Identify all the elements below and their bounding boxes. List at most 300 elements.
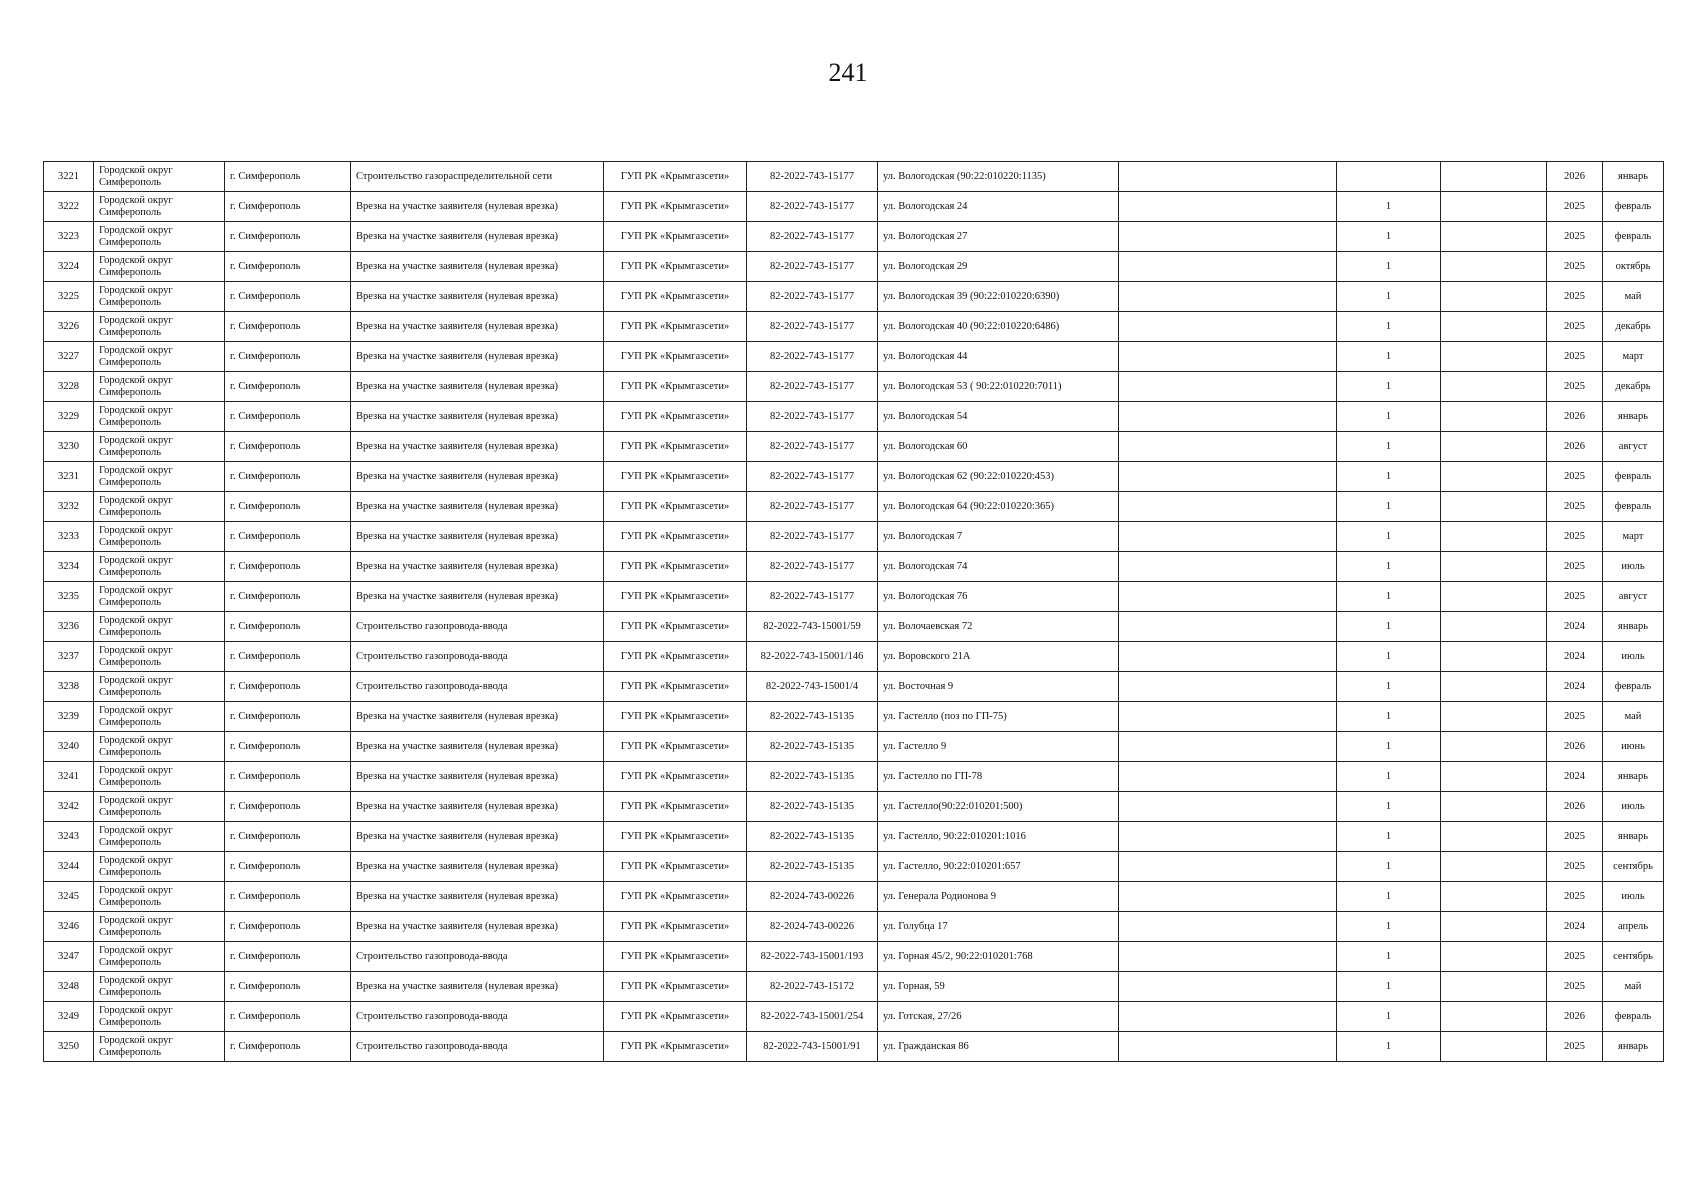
row-number-cell: 3222	[44, 192, 94, 222]
address-cell: ул. Вологодская 29	[878, 252, 1119, 282]
empty-cell	[1119, 792, 1337, 822]
empty-cell	[1119, 552, 1337, 582]
row-number-cell: 3221	[44, 162, 94, 192]
organization-cell: ГУП РК «Крымгазсети»	[604, 312, 747, 342]
month-cell: январь	[1603, 162, 1664, 192]
table-row	[44, 432, 1664, 462]
work-type-cell: Строительство газопровода-ввода	[351, 642, 604, 672]
address-cell: ул. Волочаевская 72	[878, 612, 1119, 642]
address-cell: ул. Гастелло, 90:22:010201:1016	[878, 822, 1119, 852]
district-cell: Городской округ Симферополь	[94, 462, 225, 492]
count-cell: 1	[1337, 612, 1441, 642]
work-type-cell: Врезка на участке заявителя (нулевая врезка)	[351, 252, 604, 282]
address-cell: ул. Вологодская 60	[878, 432, 1119, 462]
city-cell: г. Симферополь	[225, 492, 351, 522]
table-row	[44, 672, 1664, 702]
organization-cell: ГУП РК «Крымгазсети»	[604, 612, 747, 642]
count-cell: 1	[1337, 912, 1441, 942]
address-cell: ул. Вологодская (90:22:010220:1135)	[878, 162, 1119, 192]
district-cell: Городской округ Симферополь	[94, 732, 225, 762]
year-cell: 2024	[1547, 762, 1603, 792]
year-cell: 2025	[1547, 852, 1603, 882]
empty-cell	[1441, 162, 1547, 192]
year-cell: 2025	[1547, 1032, 1603, 1062]
table-row	[44, 222, 1664, 252]
work-type-cell: Строительство газопровода-ввода	[351, 612, 604, 642]
year-cell: 2024	[1547, 672, 1603, 702]
organization-cell: ГУП РК «Крымгазсети»	[604, 1002, 747, 1032]
year-cell: 2026	[1547, 402, 1603, 432]
row-number-cell: 3232	[44, 492, 94, 522]
empty-cell	[1119, 642, 1337, 672]
address-cell: ул. Готская, 27/26	[878, 1002, 1119, 1032]
month-cell: май	[1603, 282, 1664, 312]
address-cell: ул. Горная 45/2, 90:22:010201:768	[878, 942, 1119, 972]
application-id-cell: 82-2022-743-15177	[747, 312, 878, 342]
count-cell: 1	[1337, 762, 1441, 792]
address-cell: ул. Гастелло 9	[878, 732, 1119, 762]
empty-cell	[1441, 732, 1547, 762]
organization-cell: ГУП РК «Крымгазсети»	[604, 462, 747, 492]
month-cell: декабрь	[1603, 312, 1664, 342]
month-cell: январь	[1603, 402, 1664, 432]
row-number-cell: 3226	[44, 312, 94, 342]
empty-cell	[1119, 1002, 1337, 1032]
year-cell: 2025	[1547, 702, 1603, 732]
city-cell: г. Симферополь	[225, 732, 351, 762]
month-cell: февраль	[1603, 462, 1664, 492]
application-id-cell: 82-2022-743-15177	[747, 492, 878, 522]
organization-cell: ГУП РК «Крымгазсети»	[604, 432, 747, 462]
district-cell: Городской округ Симферополь	[94, 762, 225, 792]
work-type-cell: Строительство газопровода-ввода	[351, 1002, 604, 1032]
year-cell: 2026	[1547, 1002, 1603, 1032]
application-id-cell: 82-2022-743-15177	[747, 432, 878, 462]
empty-cell	[1441, 942, 1547, 972]
district-cell: Городской округ Симферополь	[94, 192, 225, 222]
year-cell: 2025	[1547, 582, 1603, 612]
row-number-cell: 3234	[44, 552, 94, 582]
city-cell: г. Симферополь	[225, 852, 351, 882]
row-number-cell: 3242	[44, 792, 94, 822]
city-cell: г. Симферополь	[225, 822, 351, 852]
application-id-cell: 82-2022-743-15172	[747, 972, 878, 1002]
count-cell: 1	[1337, 792, 1441, 822]
empty-cell	[1441, 702, 1547, 732]
month-cell: август	[1603, 582, 1664, 612]
application-id-cell: 82-2022-743-15177	[747, 522, 878, 552]
work-type-cell: Врезка на участке заявителя (нулевая врезка)	[351, 402, 604, 432]
address-cell: ул. Горная, 59	[878, 972, 1119, 1002]
address-cell: ул. Вологодская 7	[878, 522, 1119, 552]
year-cell: 2025	[1547, 882, 1603, 912]
month-cell: сентябрь	[1603, 942, 1664, 972]
table-row	[44, 252, 1664, 282]
work-type-cell: Врезка на участке заявителя (нулевая врезка)	[351, 582, 604, 612]
application-id-cell: 82-2024-743-00226	[747, 882, 878, 912]
table-row	[44, 762, 1664, 792]
application-id-cell: 82-2022-743-15135	[747, 822, 878, 852]
table-row	[44, 1032, 1664, 1062]
month-cell: декабрь	[1603, 372, 1664, 402]
row-number-cell: 3245	[44, 882, 94, 912]
address-cell: ул. Восточная 9	[878, 672, 1119, 702]
organization-cell: ГУП РК «Крымгазсети»	[604, 852, 747, 882]
count-cell: 1	[1337, 552, 1441, 582]
empty-cell	[1441, 552, 1547, 582]
work-type-cell: Врезка на участке заявителя (нулевая врезка)	[351, 732, 604, 762]
row-number-cell: 3239	[44, 702, 94, 732]
application-id-cell: 82-2022-743-15001/193	[747, 942, 878, 972]
work-type-cell: Врезка на участке заявителя (нулевая врезка)	[351, 372, 604, 402]
empty-cell	[1119, 192, 1337, 222]
table-row	[44, 942, 1664, 972]
count-cell: 1	[1337, 402, 1441, 432]
work-type-cell: Строительство газопровода-ввода	[351, 672, 604, 702]
row-number-cell: 3238	[44, 672, 94, 702]
table-row	[44, 282, 1664, 312]
empty-cell	[1441, 672, 1547, 702]
district-cell: Городской округ Симферополь	[94, 1002, 225, 1032]
empty-cell	[1119, 342, 1337, 372]
empty-cell	[1119, 282, 1337, 312]
address-cell: ул. Вологодская 39 (90:22:010220:6390)	[878, 282, 1119, 312]
empty-cell	[1119, 672, 1337, 702]
row-number-cell: 3233	[44, 522, 94, 552]
empty-cell	[1119, 162, 1337, 192]
city-cell: г. Симферополь	[225, 642, 351, 672]
district-cell: Городской округ Симферополь	[94, 822, 225, 852]
organization-cell: ГУП РК «Крымгазсети»	[604, 882, 747, 912]
application-id-cell: 82-2022-743-15135	[747, 852, 878, 882]
year-cell: 2025	[1547, 462, 1603, 492]
table-row	[44, 192, 1664, 222]
empty-cell	[1119, 822, 1337, 852]
district-cell: Городской округ Симферополь	[94, 882, 225, 912]
year-cell: 2025	[1547, 492, 1603, 522]
organization-cell: ГУП РК «Крымгазсети»	[604, 702, 747, 732]
organization-cell: ГУП РК «Крымгазсети»	[604, 552, 747, 582]
work-type-cell: Строительство газораспределительной сети	[351, 162, 604, 192]
count-cell: 1	[1337, 492, 1441, 522]
table-row	[44, 972, 1664, 1002]
district-cell: Городской округ Симферополь	[94, 912, 225, 942]
city-cell: г. Симферополь	[225, 432, 351, 462]
row-number-cell: 3236	[44, 612, 94, 642]
table-row	[44, 792, 1664, 822]
city-cell: г. Симферополь	[225, 192, 351, 222]
year-cell: 2025	[1547, 552, 1603, 582]
row-number-cell: 3237	[44, 642, 94, 672]
organization-cell: ГУП РК «Крымгазсети»	[604, 942, 747, 972]
organization-cell: ГУП РК «Крымгазсети»	[604, 252, 747, 282]
address-cell: ул. Вологодская 40 (90:22:010220:6486)	[878, 312, 1119, 342]
table-row	[44, 912, 1664, 942]
month-cell: март	[1603, 522, 1664, 552]
empty-cell	[1119, 492, 1337, 522]
organization-cell: ГУП РК «Крымгазсети»	[604, 972, 747, 1002]
count-cell: 1	[1337, 282, 1441, 312]
empty-cell	[1119, 702, 1337, 732]
month-cell: октябрь	[1603, 252, 1664, 282]
registry-table	[43, 161, 1664, 1062]
year-cell: 2025	[1547, 282, 1603, 312]
year-cell: 2025	[1547, 192, 1603, 222]
year-cell: 2025	[1547, 372, 1603, 402]
table-row	[44, 612, 1664, 642]
table-row	[44, 642, 1664, 672]
table-row	[44, 492, 1664, 522]
year-cell: 2026	[1547, 792, 1603, 822]
district-cell: Городской округ Симферополь	[94, 972, 225, 1002]
application-id-cell: 82-2022-743-15177	[747, 342, 878, 372]
table-row	[44, 522, 1664, 552]
month-cell: июль	[1603, 792, 1664, 822]
address-cell: ул. Гастелло (поз по ГП-75)	[878, 702, 1119, 732]
work-type-cell: Врезка на участке заявителя (нулевая врезка)	[351, 492, 604, 522]
row-number-cell: 3224	[44, 252, 94, 282]
count-cell: 1	[1337, 882, 1441, 912]
work-type-cell: Врезка на участке заявителя (нулевая врезка)	[351, 852, 604, 882]
count-cell: 1	[1337, 252, 1441, 282]
row-number-cell: 3228	[44, 372, 94, 402]
empty-cell	[1119, 522, 1337, 552]
count-cell: 1	[1337, 312, 1441, 342]
district-cell: Городской округ Симферополь	[94, 402, 225, 432]
address-cell: ул. Воровского 21А	[878, 642, 1119, 672]
count-cell: 1	[1337, 672, 1441, 702]
count-cell: 1	[1337, 432, 1441, 462]
month-cell: август	[1603, 432, 1664, 462]
application-id-cell: 82-2022-743-15177	[747, 552, 878, 582]
work-type-cell: Врезка на участке заявителя (нулевая врезка)	[351, 462, 604, 492]
address-cell: ул. Голубца 17	[878, 912, 1119, 942]
year-cell: 2025	[1547, 522, 1603, 552]
year-cell: 2026	[1547, 162, 1603, 192]
city-cell: г. Симферополь	[225, 222, 351, 252]
empty-cell	[1441, 342, 1547, 372]
empty-cell	[1119, 462, 1337, 492]
table-row	[44, 462, 1664, 492]
empty-cell	[1119, 222, 1337, 252]
month-cell: февраль	[1603, 1002, 1664, 1032]
empty-cell	[1119, 312, 1337, 342]
empty-cell	[1441, 492, 1547, 522]
work-type-cell: Врезка на участке заявителя (нулевая врезка)	[351, 822, 604, 852]
work-type-cell: Врезка на участке заявителя (нулевая врезка)	[351, 192, 604, 222]
empty-cell	[1441, 372, 1547, 402]
district-cell: Городской округ Симферополь	[94, 282, 225, 312]
work-type-cell: Врезка на участке заявителя (нулевая врезка)	[351, 552, 604, 582]
address-cell: ул. Гастелло(90:22:010201:500)	[878, 792, 1119, 822]
application-id-cell: 82-2022-743-15177	[747, 372, 878, 402]
count-cell: 1	[1337, 642, 1441, 672]
work-type-cell: Врезка на участке заявителя (нулевая врезка)	[351, 972, 604, 1002]
empty-cell	[1441, 612, 1547, 642]
count-cell: 1	[1337, 852, 1441, 882]
district-cell: Городской округ Симферополь	[94, 522, 225, 552]
district-cell: Городской округ Симферополь	[94, 702, 225, 732]
application-id-cell: 82-2022-743-15135	[747, 792, 878, 822]
table-row	[44, 342, 1664, 372]
work-type-cell: Врезка на участке заявителя (нулевая врезка)	[351, 882, 604, 912]
organization-cell: ГУП РК «Крымгазсети»	[604, 222, 747, 252]
empty-cell	[1441, 792, 1547, 822]
district-cell: Городской округ Симферополь	[94, 792, 225, 822]
year-cell: 2024	[1547, 612, 1603, 642]
row-number-cell: 3230	[44, 432, 94, 462]
row-number-cell: 3244	[44, 852, 94, 882]
empty-cell	[1441, 882, 1547, 912]
empty-cell	[1119, 372, 1337, 402]
application-id-cell: 82-2022-743-15001/254	[747, 1002, 878, 1032]
city-cell: г. Симферополь	[225, 1032, 351, 1062]
city-cell: г. Симферополь	[225, 672, 351, 702]
table-body	[44, 162, 1664, 1062]
work-type-cell: Врезка на участке заявителя (нулевая врезка)	[351, 222, 604, 252]
district-cell: Городской округ Симферополь	[94, 942, 225, 972]
city-cell: г. Симферополь	[225, 912, 351, 942]
count-cell: 1	[1337, 192, 1441, 222]
work-type-cell: Врезка на участке заявителя (нулевая врезка)	[351, 912, 604, 942]
count-cell: 1	[1337, 702, 1441, 732]
empty-cell	[1441, 582, 1547, 612]
address-cell: ул. Вологодская 24	[878, 192, 1119, 222]
city-cell: г. Симферополь	[225, 252, 351, 282]
city-cell: г. Симферополь	[225, 972, 351, 1002]
application-id-cell: 82-2022-743-15135	[747, 702, 878, 732]
district-cell: Городской округ Симферополь	[94, 342, 225, 372]
work-type-cell: Врезка на участке заявителя (нулевая врезка)	[351, 792, 604, 822]
city-cell: г. Симферополь	[225, 702, 351, 732]
district-cell: Городской округ Симферополь	[94, 372, 225, 402]
city-cell: г. Симферополь	[225, 582, 351, 612]
district-cell: Городской округ Симферополь	[94, 582, 225, 612]
address-cell: ул. Вологодская 64 (90:22:010220:365)	[878, 492, 1119, 522]
empty-cell	[1441, 912, 1547, 942]
year-cell: 2025	[1547, 822, 1603, 852]
organization-cell: ГУП РК «Крымгазсети»	[604, 912, 747, 942]
empty-cell	[1119, 762, 1337, 792]
organization-cell: ГУП РК «Крымгазсети»	[604, 372, 747, 402]
year-cell: 2025	[1547, 252, 1603, 282]
empty-cell	[1119, 912, 1337, 942]
city-cell: г. Симферополь	[225, 402, 351, 432]
row-number-cell: 3227	[44, 342, 94, 372]
empty-cell	[1441, 822, 1547, 852]
month-cell: июль	[1603, 882, 1664, 912]
organization-cell: ГУП РК «Крымгазсети»	[604, 342, 747, 372]
count-cell: 1	[1337, 222, 1441, 252]
empty-cell	[1119, 432, 1337, 462]
row-number-cell: 3247	[44, 942, 94, 972]
empty-cell	[1119, 612, 1337, 642]
empty-cell	[1441, 282, 1547, 312]
month-cell: февраль	[1603, 192, 1664, 222]
empty-cell	[1441, 192, 1547, 222]
month-cell: февраль	[1603, 672, 1664, 702]
empty-cell	[1441, 222, 1547, 252]
work-type-cell: Врезка на участке заявителя (нулевая врезка)	[351, 282, 604, 312]
row-number-cell: 3229	[44, 402, 94, 432]
row-number-cell: 3225	[44, 282, 94, 312]
empty-cell	[1441, 312, 1547, 342]
district-cell: Городской округ Симферополь	[94, 612, 225, 642]
month-cell: январь	[1603, 822, 1664, 852]
month-cell: май	[1603, 972, 1664, 1002]
year-cell: 2025	[1547, 972, 1603, 1002]
row-number-cell: 3246	[44, 912, 94, 942]
organization-cell: ГУП РК «Крымгазсети»	[604, 582, 747, 612]
city-cell: г. Симферополь	[225, 612, 351, 642]
application-id-cell: 82-2022-743-15001/146	[747, 642, 878, 672]
city-cell: г. Симферополь	[225, 762, 351, 792]
year-cell: 2025	[1547, 342, 1603, 372]
city-cell: г. Симферополь	[225, 342, 351, 372]
organization-cell: ГУП РК «Крымгазсети»	[604, 282, 747, 312]
month-cell: июнь	[1603, 732, 1664, 762]
count-cell: 1	[1337, 582, 1441, 612]
application-id-cell: 82-2024-743-00226	[747, 912, 878, 942]
organization-cell: ГУП РК «Крымгазсети»	[604, 732, 747, 762]
address-cell: ул. Вологодская 62 (90:22:010220:453)	[878, 462, 1119, 492]
year-cell: 2024	[1547, 912, 1603, 942]
row-number-cell: 3223	[44, 222, 94, 252]
district-cell: Городской округ Симферополь	[94, 432, 225, 462]
address-cell: ул. Гастелло по ГП-78	[878, 762, 1119, 792]
month-cell: январь	[1603, 1032, 1664, 1062]
address-cell: ул. Генерала Родионова 9	[878, 882, 1119, 912]
application-id-cell: 82-2022-743-15177	[747, 222, 878, 252]
district-cell: Городской округ Симферополь	[94, 162, 225, 192]
city-cell: г. Симферополь	[225, 462, 351, 492]
application-id-cell: 82-2022-743-15177	[747, 252, 878, 282]
row-number-cell: 3241	[44, 762, 94, 792]
month-cell: январь	[1603, 612, 1664, 642]
district-cell: Городской округ Симферополь	[94, 492, 225, 522]
district-cell: Городской округ Симферополь	[94, 642, 225, 672]
application-id-cell: 82-2022-743-15177	[747, 402, 878, 432]
address-cell: ул. Вологодская 27	[878, 222, 1119, 252]
empty-cell	[1441, 642, 1547, 672]
organization-cell: ГУП РК «Крымгазсети»	[604, 522, 747, 552]
work-type-cell: Врезка на участке заявителя (нулевая врезка)	[351, 432, 604, 462]
table-row	[44, 882, 1664, 912]
work-type-cell: Врезка на участке заявителя (нулевая врезка)	[351, 522, 604, 552]
work-type-cell: Врезка на участке заявителя (нулевая врезка)	[351, 342, 604, 372]
district-cell: Городской округ Симферополь	[94, 1032, 225, 1062]
empty-cell	[1441, 762, 1547, 792]
row-number-cell: 3250	[44, 1032, 94, 1062]
district-cell: Городской округ Симферополь	[94, 252, 225, 282]
empty-cell	[1119, 402, 1337, 432]
count-cell: 1	[1337, 972, 1441, 1002]
table-row	[44, 552, 1664, 582]
count-cell: 1	[1337, 942, 1441, 972]
city-cell: г. Симферополь	[225, 282, 351, 312]
month-cell: сентябрь	[1603, 852, 1664, 882]
application-id-cell: 82-2022-743-15001/91	[747, 1032, 878, 1062]
table-row	[44, 702, 1664, 732]
work-type-cell: Строительство газопровода-ввода	[351, 942, 604, 972]
city-cell: г. Симферополь	[225, 522, 351, 552]
year-cell: 2025	[1547, 312, 1603, 342]
count-cell: 1	[1337, 372, 1441, 402]
district-cell: Городской округ Симферополь	[94, 852, 225, 882]
application-id-cell: 82-2022-743-15177	[747, 282, 878, 312]
work-type-cell: Врезка на участке заявителя (нулевая врезка)	[351, 312, 604, 342]
application-id-cell: 82-2022-743-15177	[747, 192, 878, 222]
